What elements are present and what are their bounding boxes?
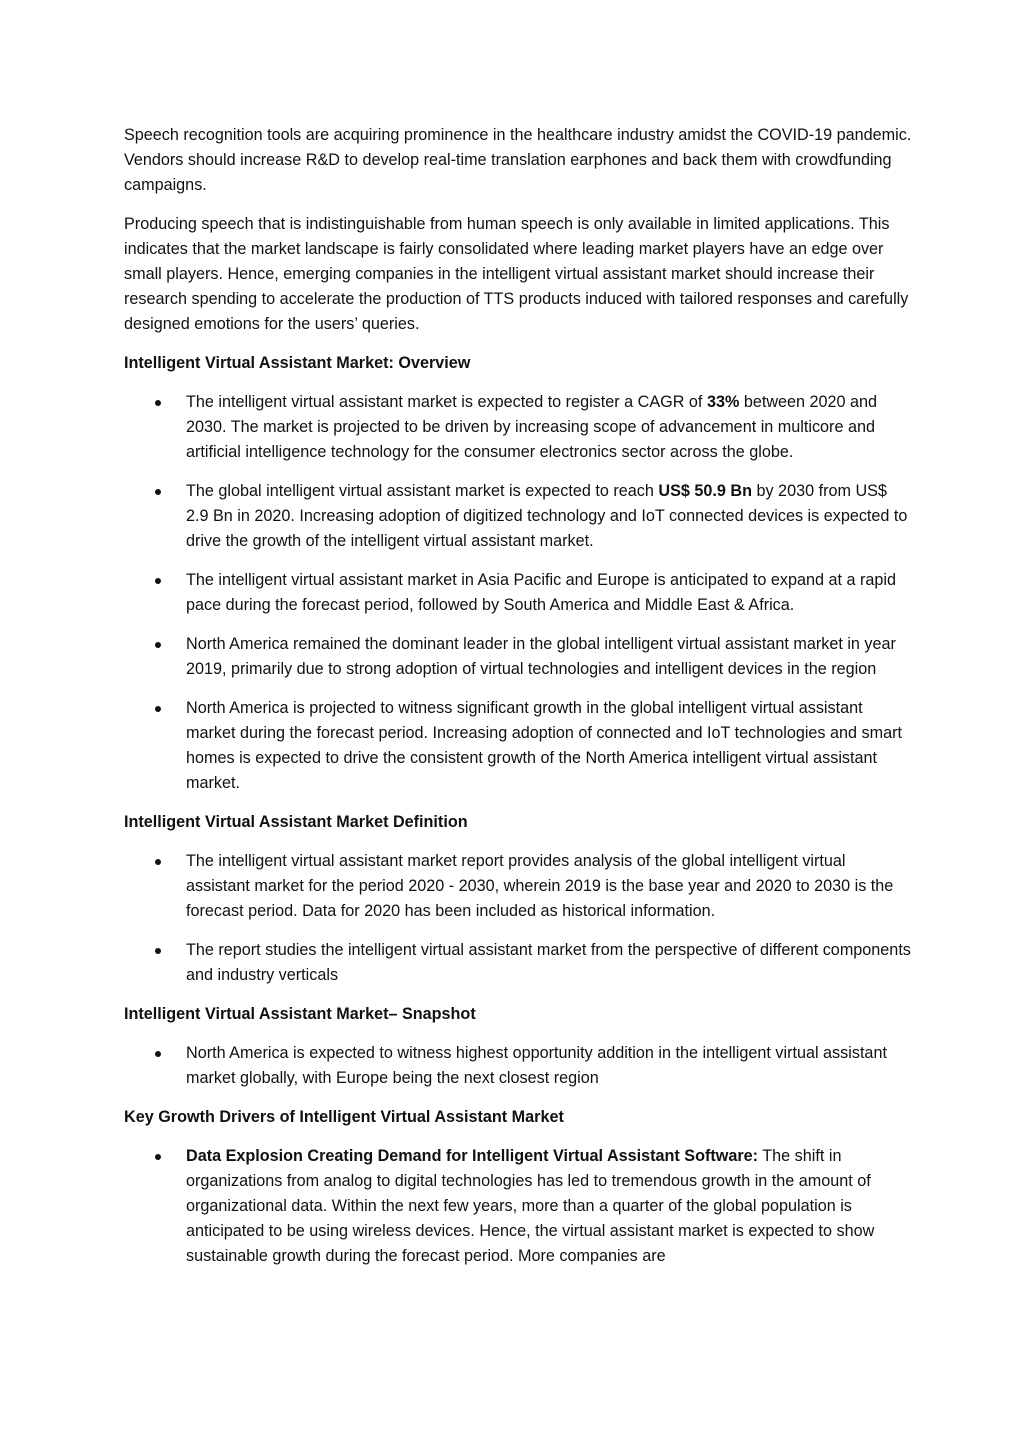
overview-heading: Intelligent Virtual Assistant Market: Overview xyxy=(124,354,471,372)
bullet-icon xyxy=(155,706,161,712)
overview-bullet-market-size: The global intelligent virtual assistant market is expected to reach US$ 50.9 Bn by 2030 from US$ 2.9 Bn in 2020. Increasing adoption of digitized technology and IoT connected devices is expected to drive the growth of the intelligent virtual assistant market. xyxy=(124,479,913,554)
overview-bullet-cagr: The intelligent virtual assistant market is expected to register a CAGR of 33% between 2020 and 2030. The market is projected to be driven by increasing scope of advancement in multicore and artificial intelligence technology for the consumer electronics sector across the globe. xyxy=(124,390,913,465)
overview-bullet-north-america-leader: North America remained the dominant leader in the global intelligent virtual assistant market in year 2019, primarily due to strong adoption of virtual technologies and intelligent devices in the region xyxy=(124,632,913,682)
drivers-bullet-data-explosion: Data Explosion Creating Demand for Intelligent Virtual Assistant Software: The shift in organizations from analog to digital technologies has led to tremendous growth in the amount of organizational data. Within the next few years, more than a quarter of the global population is anticipated to be using wireless devices. Hence, the virtual assistant market is expected to show sustainable growth during the forecast period. More companies are xyxy=(124,1144,913,1269)
market-value: US$ 50.9 Bn xyxy=(658,482,752,500)
definition-bullet-period: The intelligent virtual assistant market report provides analysis of the global intelligent virtual assistant market for the period 2020 - 2030, wherein 2019 is the base year and 2020 to 2030 is the forecast period. Data for 2020 has been included as historical information. xyxy=(124,849,913,924)
cagr-value: 33% xyxy=(706,393,740,411)
driver-title: Data Explosion Creating Demand for Intelligent Virtual Assistant Software: xyxy=(186,1147,759,1165)
definition-list xyxy=(124,849,913,988)
drivers-heading: Key Growth Drivers of Intelligent Virtual Assistant Market xyxy=(124,1108,564,1126)
bullet-icon xyxy=(155,400,161,406)
overview-bullet-north-america-growth: North America is projected to witness significant growth in the global intelligent virtual assistant market during the forecast period. Increasing adoption of connected and IoT technologies and smart homes is expected to drive the consistent growth of the North America intelligent virtual assistant market. xyxy=(124,696,913,796)
snapshot-bullet-north-america: North America is expected to witness highest opportunity addition in the intelligent virtual assistant market globally, with Europe being the next closest region xyxy=(124,1041,913,1091)
intro-paragraph-1: Speech recognition tools are acquiring prominence in the healthcare industry amidst the COVID-19 pandemic. Vendors should increase R&D to develop real-time translation earphones and back them with crowdfunding campaigns. xyxy=(124,126,912,194)
bullet-icon xyxy=(155,859,161,865)
bullet-icon xyxy=(155,489,161,495)
definition-bullet-scope: The report studies the intelligent virtual assistant market from the perspective of different components and industry verticals xyxy=(124,938,913,988)
intro-paragraph-2: Producing speech that is indistinguishable from human speech is only available in limited applications. This indicates that the market landscape is fairly consolidated where leading market players have an edge over small players. Hence, emerging companies in the intelligent virtual assistant market should increase their research spending to accelerate the production of TTS products induced with tailored responses and carefully designed emotions for the users’ queries. xyxy=(124,215,909,333)
snapshot-list xyxy=(124,1041,913,1091)
overview-bullet-regions: The intelligent virtual assistant market in Asia Pacific and Europe is anticipated to expand at a rapid pace during the forecast period, followed by South America and Middle East & Africa. xyxy=(124,568,913,618)
bullet-icon xyxy=(155,1154,161,1160)
bullet-icon xyxy=(155,948,161,954)
snapshot-heading: Intelligent Virtual Assistant Market– Snapshot xyxy=(124,1005,476,1023)
drivers-list xyxy=(124,1144,913,1269)
definition-heading: Intelligent Virtual Assistant Market Definition xyxy=(124,813,468,831)
overview-list xyxy=(124,390,913,796)
bullet-icon xyxy=(155,578,161,584)
bullet-icon xyxy=(155,642,161,648)
bullet-icon xyxy=(155,1051,161,1057)
